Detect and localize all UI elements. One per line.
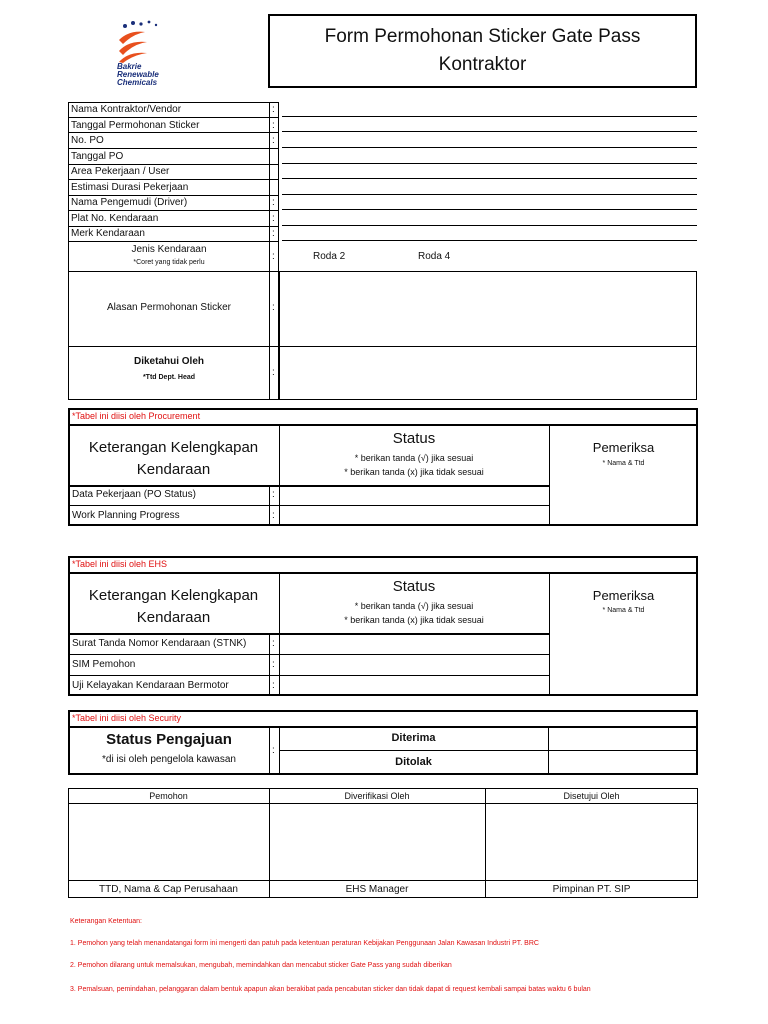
- input-line-vendor[interactable]: [282, 116, 697, 117]
- ehs-status-input[interactable]: [280, 655, 548, 675]
- ehs-keterangan-title: [68, 585, 279, 629]
- ehs-status-note-1: * berikan tanda (√) jika sesuai: [354, 601, 474, 611]
- field-label: Tanggal Permohonan Sticker: [71, 120, 200, 131]
- title-line-2: Kontraktor: [438, 54, 527, 75]
- field-label: Estimasi Durasi Pekerjaan: [71, 182, 189, 193]
- notes-title: Keterangan Ketentuan:: [70, 918, 143, 925]
- colon: :: [272, 228, 275, 239]
- procurement-status-input[interactable]: [280, 506, 548, 525]
- sig-header-diverifikasi: Diverifikasi Oleh: [344, 791, 410, 801]
- keterangan-line: Keterangan Kelengkapan: [88, 587, 259, 604]
- option-roda-2[interactable]: Roda 2: [313, 251, 346, 262]
- ditolak-label: Ditolak: [395, 756, 432, 768]
- note-item: 3. Pemalsuan, pemindahan, pelanggaran dalam bentuk apapun akan berakibat pada pencabutan sticker dan tidak dapat di request kembali sampai batas waktu 6 bulan: [70, 986, 591, 993]
- security-heading: *Tabel ini diisi oleh Security: [72, 713, 182, 723]
- note-item: 1. Pemohon yang telah menandatangai form ini mengerti dan patuh pada ketentuan peraturan Kebijakan Penggunaan Jalan Kawasan Industri PT. BRC: [70, 940, 539, 947]
- colon: :: [272, 638, 275, 649]
- ehs-status-note-2: * berikan tanda (x) jika tidak sesuai: [344, 615, 484, 625]
- input-line-durasi[interactable]: [282, 194, 697, 195]
- status-pengajuan-title: Status Pengajuan: [106, 731, 232, 748]
- field-label: Plat No. Kendaraan: [71, 213, 159, 224]
- colon: :: [272, 104, 275, 115]
- ehs-pemeriksa-title: Pemeriksa: [592, 588, 655, 603]
- alasan-label: Alasan Permohonan Sticker: [107, 302, 231, 313]
- colon: :: [272, 680, 275, 691]
- sig-footer-diverifikasi: EHS Manager: [345, 884, 409, 895]
- procurement-status-input[interactable]: [280, 487, 548, 505]
- procurement-keterangan-title: [68, 437, 279, 481]
- logo-mark-icon: [115, 18, 185, 63]
- diterima-label: Diterima: [391, 732, 436, 744]
- field-label: Area Pekerjaan / User: [71, 166, 170, 177]
- procurement-status-note-1: * berikan tanda (√) jika sesuai: [354, 453, 474, 463]
- field-label: Tanggal PO: [71, 151, 124, 162]
- title-line-1: Form Permohonan Sticker Gate Pass: [324, 26, 641, 47]
- procurement-heading: *Tabel ini diisi oleh Procurement: [72, 411, 201, 421]
- form-title: [268, 14, 697, 88]
- ehs-row-label: SIM Pemohon: [72, 659, 136, 670]
- input-line-merk[interactable]: [282, 240, 697, 241]
- colon: :: [272, 489, 275, 500]
- sig-box-disetujui[interactable]: [486, 804, 697, 879]
- procurement-pemeriksa-note: * Nama & Ttd: [602, 460, 645, 467]
- input-line-pengemudi[interactable]: [282, 209, 697, 210]
- procurement-pemeriksa-title: Pemeriksa: [592, 440, 655, 455]
- colon: :: [272, 510, 275, 521]
- colon: :: [272, 120, 275, 131]
- colon: :: [272, 367, 275, 378]
- input-line-area[interactable]: [282, 178, 697, 179]
- input-line-tanggal-permohonan[interactable]: [282, 131, 697, 132]
- input-line-plat[interactable]: [282, 225, 697, 226]
- ehs-row-label: Surat Tanda Nomor Kendaraan (STNK): [72, 638, 247, 649]
- sig-box-pemohon[interactable]: [69, 804, 268, 879]
- sig-box-diverifikasi[interactable]: [270, 804, 484, 879]
- sig-footer-disetujui: Pimpinan PT. SIP: [552, 884, 631, 895]
- option-roda-4[interactable]: Roda 4: [418, 251, 451, 262]
- colon: :: [272, 213, 275, 224]
- sig-header-disetujui: Disetujui Oleh: [563, 791, 620, 801]
- brand-line: Renewable: [117, 70, 159, 79]
- diterima-checkbox[interactable]: [549, 728, 696, 750]
- field-label: Nama Kontraktor/Vendor: [71, 104, 182, 115]
- keterangan-line: Keterangan Kelengkapan: [88, 439, 259, 456]
- jenis-kendaraan-label: Jenis Kendaraan: [131, 244, 207, 255]
- diketahui-label: Diketahui Oleh: [133, 356, 204, 367]
- colon: :: [272, 659, 275, 670]
- field-label: Merk Kendaraan: [71, 228, 145, 239]
- procurement-row-label: Work Planning Progress: [72, 510, 180, 521]
- sig-footer-pemohon: TTD, Nama & Cap Perusahaan: [99, 884, 238, 895]
- colon: :: [272, 135, 275, 146]
- procurement-pemeriksa-signature[interactable]: [550, 487, 696, 524]
- input-line-no-po[interactable]: [282, 147, 697, 148]
- diketahui-signature-box[interactable]: [279, 346, 697, 400]
- ehs-status-title: Status: [392, 578, 436, 595]
- field-label: No. PO: [71, 135, 104, 146]
- procurement-status-title: Status: [392, 430, 436, 447]
- procurement-row-label: Data Pekerjaan (PO Status): [72, 489, 196, 500]
- keterangan-line: Kendaraan: [136, 609, 211, 626]
- note-item: 2. Pemohon dilarang untuk memalsukan, mengubah, memindahkan dan mencabut sticker Gate Pass yang sudah diberikan: [70, 962, 452, 969]
- ehs-row-label: Uji Kelayakan Kendaraan Bermotor: [72, 680, 229, 691]
- colon: :: [272, 197, 275, 208]
- diketahui-note: *Ttd Dept. Head: [142, 374, 196, 381]
- ehs-pemeriksa-note: * Nama & Ttd: [602, 607, 645, 614]
- input-line-tanggal-po[interactable]: [282, 163, 697, 164]
- ehs-status-input[interactable]: [280, 676, 548, 695]
- ehs-pemeriksa-signature[interactable]: [550, 635, 696, 694]
- keterangan-line: Kendaraan: [136, 461, 211, 478]
- status-pengajuan-note: *di isi oleh pengelola kawasan: [102, 754, 236, 765]
- brand-line: Bakrie: [117, 62, 142, 71]
- ehs-heading: *Tabel ini diisi oleh EHS: [72, 559, 168, 569]
- colon: :: [272, 302, 275, 313]
- ditolak-checkbox[interactable]: [549, 751, 696, 773]
- field-label: Nama Pengemudi (Driver): [71, 197, 188, 208]
- brand-line: Chemicals: [117, 78, 158, 87]
- procurement-status-note-2: * berikan tanda (x) jika tidak sesuai: [344, 467, 484, 477]
- sig-header-pemohon: Pemohon: [149, 791, 188, 801]
- alasan-input-box[interactable]: [279, 271, 697, 347]
- colon: :: [272, 251, 275, 262]
- ehs-status-input[interactable]: [280, 635, 548, 654]
- jenis-kendaraan-note: *Coret yang tidak perlu: [133, 259, 205, 266]
- company-logo: [115, 18, 215, 93]
- colon: :: [272, 745, 275, 756]
